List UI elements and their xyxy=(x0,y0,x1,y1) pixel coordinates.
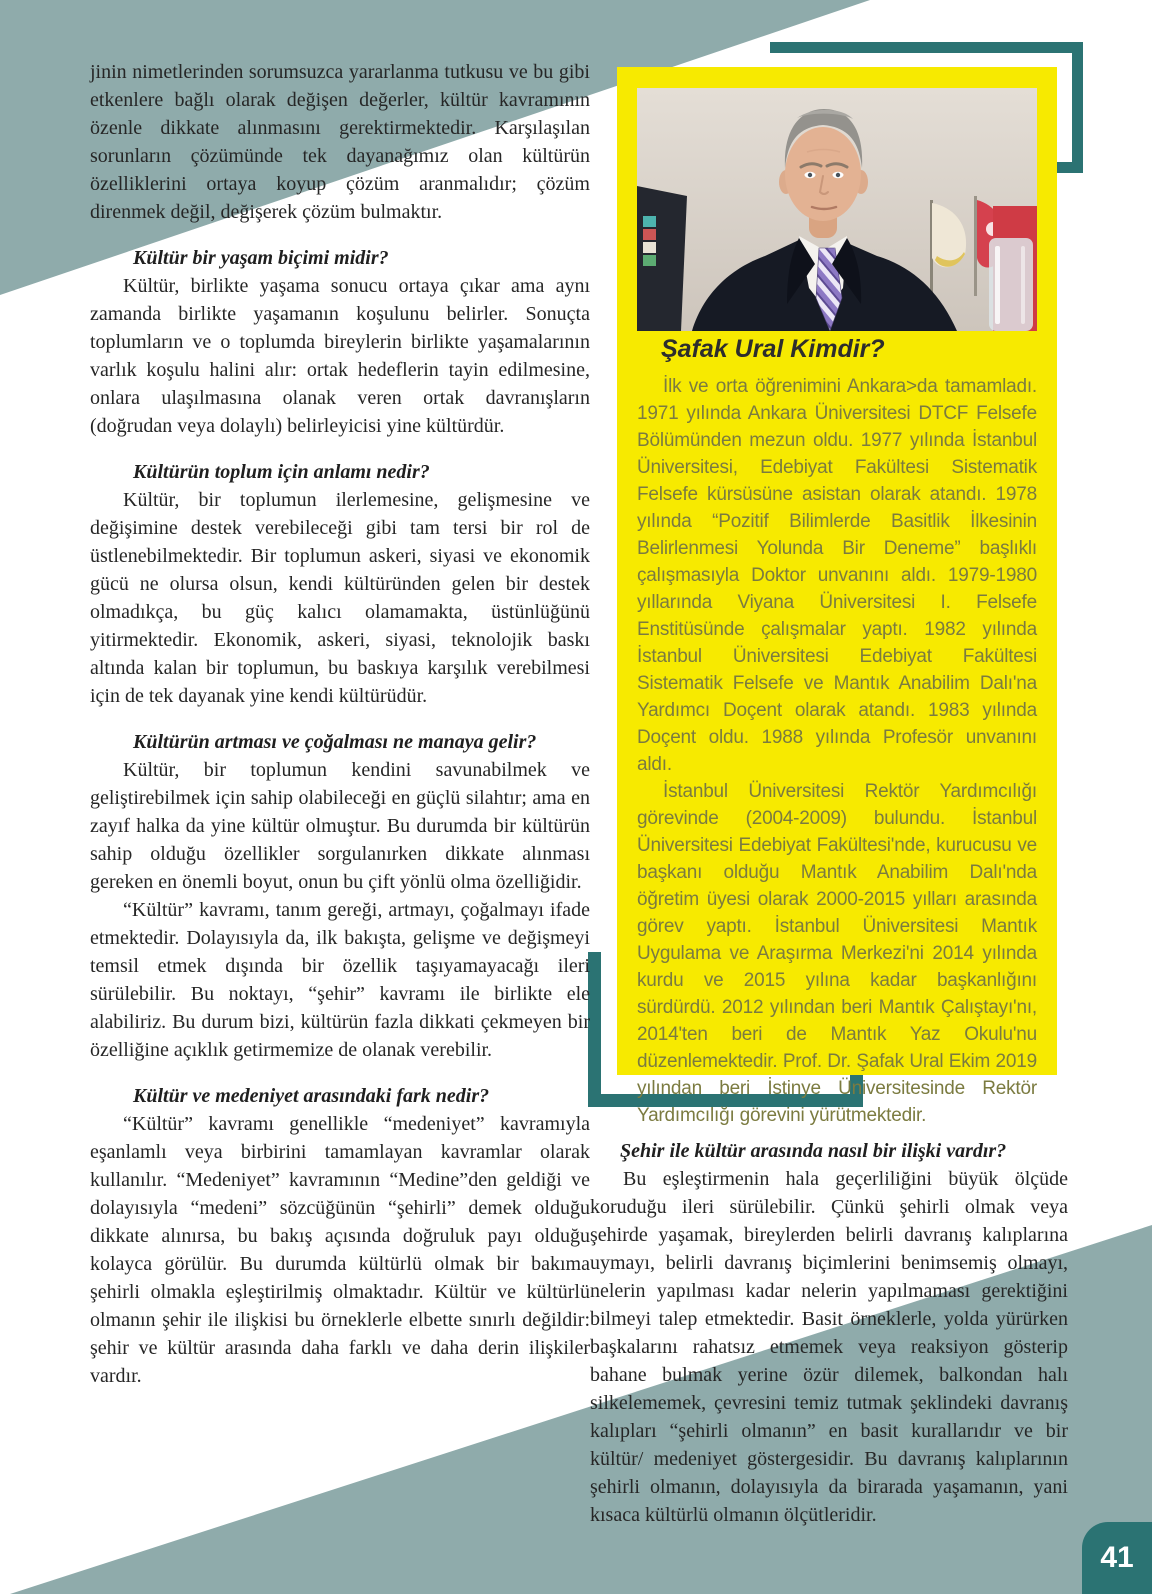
section-paragraph: Kültür, bir toplumun ilerlemesine, gelişmesine ve değişimine destek verebileceği gibi tam tersi bir rol de üstlenebilmektedir. Bir toplumun askeri, siyasi ve ekonomik gücü ne olursa olsun, kendi kültüründen gelen bir destek olmadıkça, bu güç kalıcı olamamakta, üstünlüğünü yitirmektedir. Ekonomik, askeri, siyasi, teknolojik baskı altında kalan bir toplumun, bu baskıya karşılık verebilmesi için de tek dayanak yine kendi kültürüdür. xyxy=(90,489,590,707)
face xyxy=(785,127,861,221)
infobox-title: Şafak Ural Kimdir? xyxy=(661,335,885,363)
article-right-column xyxy=(590,1137,1068,1529)
section-paragraph: “Kültür” kavramı genellikle “medeniyet” kavramıyla eşanlamlı veya birbirini tamamlayan kavramlar olarak kullanılır. “Medeniyet” kavramının “Medine”den geldiği ve dolayısıyla “medeni” sözcüğünün “şehirli” demek olduğu dikkate alınırsa, bu bakış açısında doğruluk payı olduğu kolayca görülür. Bu durumda kültürlü olmak bir bakıma şehirli olmakla eşleştirilmiş olmaktadır. Kültür ve kültürlü olmanın şehir ile ilişkisi bu örneklerle elbette sınırlı değildir: şehir ve kültür arasında daha farklı ve daha derin ilişkiler vardır. xyxy=(90,1113,590,1387)
frame-top-right-side-bar xyxy=(1072,42,1083,173)
section-heading-toplum-anlami: Kültürün toplum için anlamı nedir? xyxy=(133,461,430,483)
section-paragraph: Bu eşleştirmenin hala geçerliliğini büyük ölçüde koruduğu ileri sürülebilir. Çünkü şehirli olmak veya şehirde yaşamak, bireylerden belirli davranış kalıplarına uymayı, belirli davranış biçimlerini benimsemiş olmayı, nelerin yapılması kadar nelerin yapılmaması gerektiğini bilmeyi talep etmektedir. Basit örneklerle, yolda yürürken başkalarını rahatsız etmemek veya reaksiyon gösterip bahane bulmak yerine özür dilemek, balkondan halı silkelememek, çevresini temiz tutmak şeklindeki davranış kalıpları “şehirli olmanın” en basit kurallarıdır ve bir kültür/ medeniyet göstergesidir. Bu davranış kalıplarının şehirli olmanın, dolayısıyla da birarada yaşamanın, yani kısaca kültürlü olmanın ölçütleridir. xyxy=(590,1168,1068,1526)
page-number: 41 xyxy=(1100,1541,1134,1574)
section-heading-yasam-bicimi: Kültür bir yaşam biçimi midir? xyxy=(133,247,389,269)
page-number-badge xyxy=(1082,1522,1152,1594)
biography-infobox xyxy=(617,67,1057,1126)
section-heading-kultur-medeniyet: Kültür ve medeniyet arasındaki fark nedir? xyxy=(133,1085,490,1107)
section-paragraph: Kültür, birlikte yaşama sonucu ortaya çıkar ama aynı zamanda birlikte yaşamanın koşulunu belirler. Sonuçta toplumların ve o toplumda bireylerin birlikte yaşamalarının varlık koşulu halini alır: ortak hedeflerin tayin edilmesine, onlara ulaşılmasına olanak veren ortak davranışların (doğrudan veya dolaylı) belirleyicisi yine kültürdür. xyxy=(90,275,590,437)
portrait-illustration xyxy=(637,88,1037,331)
monitor-shape xyxy=(637,186,687,331)
section-paragraph: “Kültür” kavramı, tanım gereği, artmayı, çoğalmayı ifade etmektedir. Dolayısıyla da, ilk bakışta, gelişme ve değişmeyi temsil etmek dışında bir özellik taşıyamayacağı ileri sürülebilir. Bu noktayı, “şehir” kavramı ile birlikte ele alabiliriz. Bu durum bizi, kültürün fazla dikkati çekmeyen bir özelliğine açıklık getirmemize de olanak verebilir. xyxy=(90,899,590,1061)
section-heading-sehir-kultur-iliski: Şehir ile kültür arasında nasıl bir ilişki vardır? xyxy=(620,1140,1007,1162)
safak-ural-portrait-photo xyxy=(637,88,1037,331)
bio-paragraph: İlk ve orta öğrenimini Ankara>da tamamladı. 1971 yılında Ankara Üniversitesi DTCF Felsefe Bölümünden mezun oldu. 1977 yılında İstanbul Üniversitesi, Edebiyat Fakültesi Sistematik Felsefe kürsüsüne asistan olarak atandı. 1978 yılında “Pozitif Bilimlerde Basitlik İlkesinin Belirlenmesi Yolunda Bir Deneme” başlıklı çalışmasıyla Doktor unvanını aldı. 1979-1980 yıllarında Viyana Üniversitesi I. Felsefe Enstitüsünde çalışmalar yaptı. 1982 yılında İstanbul Üniversitesi Edebiyat Fakültesi Sistematik Felsefe ve Mantık Anabilim Dalı'na Yardımcı Doçent olarak atandı. 1983 yılında Doçent oldu. 1988 yılında Profesör unvanını aldı. xyxy=(637,376,1037,775)
frame-top-right-top-bar xyxy=(770,42,1083,53)
article-left-column xyxy=(90,58,590,1390)
bio-paragraph: İstanbul Üniversitesi Rektör Yardımcılığı görevinde (2004-2009) bulundu. İstanbul Üniversitesi Edebiyat Fakültesi'nde, kurucusu ve başkanı olduğu Mantık Anabilim Dalı'nda öğretim üyesi olarak 2000-2015 yılları arasında görev yaptı. İstanbul Üniversitesi Mantık Uygulama ve Araşırma Merkezi'ni 2014 yılında kurdu ve 2015 yılına kadar başkanlığını sürdürdü. 2012 yılından beri Mantık Çalıştayı'nı, 2014'ten beri de Mantık Yaz Okulu'nu düzenlemektedir. Prof. Dr. Şafak Ural Ekim 2019 yılından beri İstinye Üniversitesinde Rektör Yardımcılığı görevini yürütmektedir. xyxy=(637,781,1037,1126)
biography-text xyxy=(637,373,1037,1129)
section-heading-artma-cogalma: Kültürün artması ve çoğalması ne manaya gelir? xyxy=(133,731,537,753)
section-paragraph: Kültür, bir toplumun kendini savunabilmek ve geliştirebilmek için sahip olabileceği en güçlü silahtır; ama en zayıf halka da yine kültür olmuştur. Bu durumda bir kültürün sahip olduğu özellikler sorgulanırken dikkate alınması gereken en önemli boyut, onun bu çift yönlü olma özelliğidir. xyxy=(90,759,590,893)
intro-paragraph: jinin nimetlerinden sorumsuzca yararlanma tutkusu ve bu gibi etkenlere bağlı olarak değişen değerler, kültür kavramının özenle dikkate alınmasını gerektirmektedir. Karşılaşılan sorunların çözümünde tek dayanağımız olan kültürün özelliklerini ortaya koyup çözüm aranmalıdır; çözüm direnmek değil, değişerek çözüm bulmaktır. xyxy=(90,61,590,223)
